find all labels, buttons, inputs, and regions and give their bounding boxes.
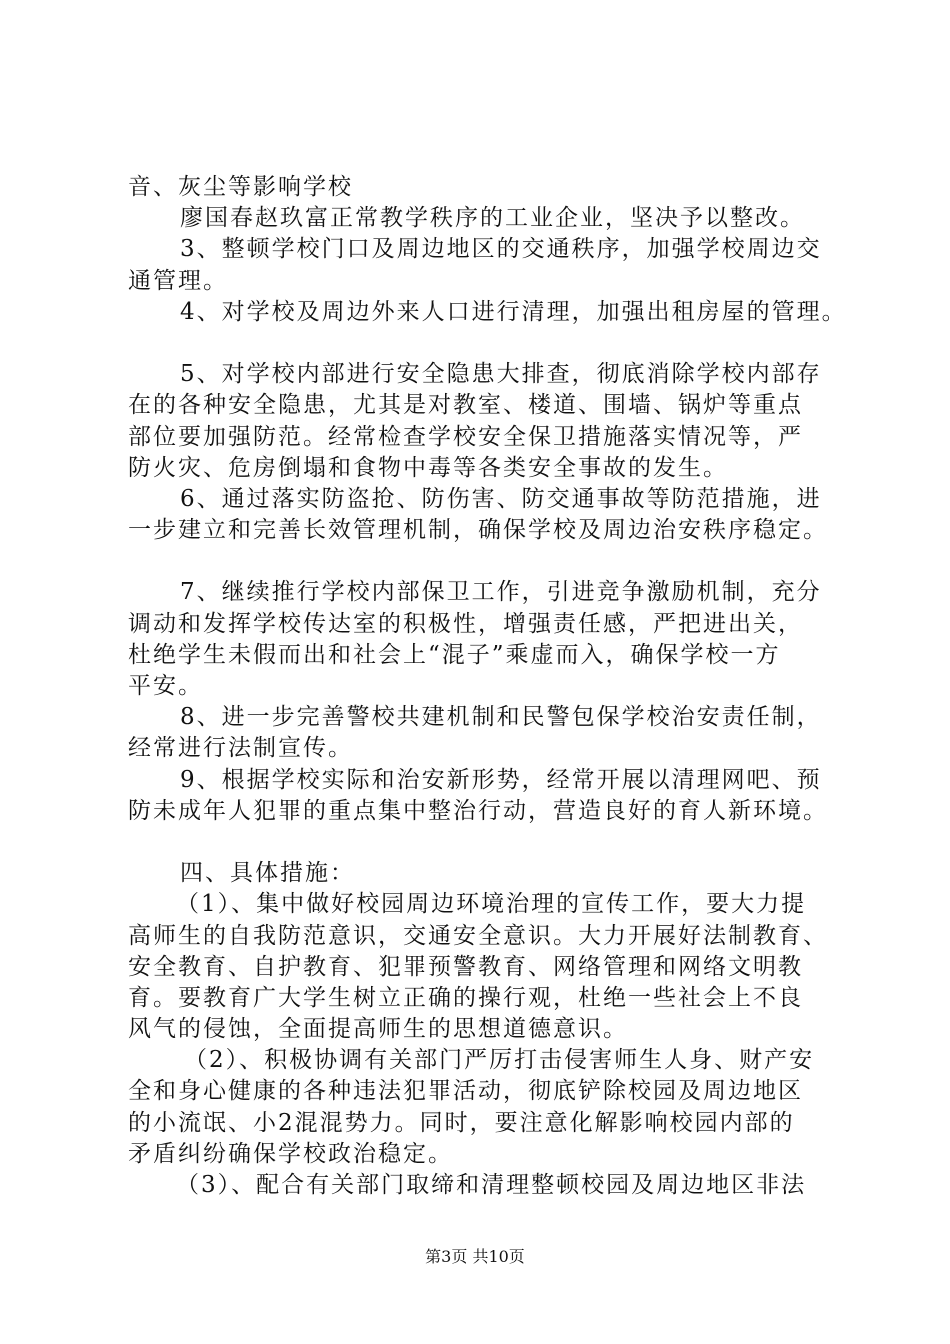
- text-line: 安全教育、自护教育、犯罪预警教育、网络管理和网络文明教: [128, 953, 803, 980]
- text-line: 5、对学校内部进行安全隐患大排查，彻底消除学校内部存: [180, 361, 822, 388]
- text-line: 廖国春赵玖富正常教学秩序的工业企业，坚决予以整改。: [180, 205, 805, 232]
- text-line: 风气的侵蚀，全面提高师生的思想道德意识。: [128, 1016, 628, 1043]
- text-line: 防火灾、危房倒塌和食物中毒等各类安全事故的发生。: [128, 454, 728, 481]
- text-line: 7、继续推行学校内部保卫工作，引进竞争激励机制，充分: [180, 579, 822, 606]
- text-line: 通管理。: [128, 267, 228, 294]
- text-line: 音、灰尘等影响学校: [128, 174, 353, 200]
- section-heading: 四、具体措施：: [180, 860, 355, 887]
- text-line: 平安。: [128, 673, 203, 699]
- text-line: 6、通过落实防盗抢、防伤害、防交通事故等防范措施，进: [180, 485, 822, 512]
- text-line: 调动和发挥学校传达室的积极性，增强责任感，严把进出关，: [128, 610, 803, 637]
- text-line: 3、整顿学校门口及周边地区的交通秩序，加强学校周边交: [180, 236, 822, 263]
- text-line: 部位要加强防范。经常检查学校安全保卫措施落实情况等，严: [128, 423, 803, 450]
- text-line: 全和身心健康的各种违法犯罪活动，彻底铲除校园及周边地区: [128, 1078, 803, 1105]
- text-line: 一步建立和完善长效管理机制，确保学校及周边治安秩序稳定。: [128, 517, 828, 544]
- page-number-footer: 第3页 共10页: [425, 1247, 525, 1266]
- text-line: 防未成年人犯罪的重点集中整治行动，营造良好的育人新环境。: [128, 797, 828, 824]
- document-body: [128, 172, 848, 1201]
- text-line: 杜绝学生未假而出和社会上“混子”乘虚而入，确保学校一方: [128, 641, 781, 668]
- paragraph-gap: [128, 546, 848, 577]
- text-line: 9、根据学校实际和治安新形势，经常开展以清理网吧、预: [180, 766, 822, 793]
- text-line: 育。要教育广大学生树立正确的操行观，杜绝一些社会上不良: [128, 984, 803, 1011]
- text-line: （1）、集中做好校园周边环境治理的宣传工作，要大力提: [176, 891, 807, 918]
- text-line: （2）、积极协调有关部门严厉打击侵害师生人身、财产安: [184, 1047, 815, 1074]
- text-line: 8、进一步完善警校共建机制和民警包保学校治安责任制，: [180, 704, 822, 731]
- paragraph-gap: [128, 827, 848, 858]
- text-line: 经常进行法制宣传。: [128, 735, 353, 762]
- text-line: 高师生的自我防范意识，交通安全意识。大力开展好法制教育、: [128, 922, 828, 949]
- text-line: 在的各种安全隐患，尤其是对教室、楼道、围墙、锅炉等重点: [128, 392, 803, 419]
- text-line: 的小流氓、小2混混势力。同时，要注意化解影响校园内部的: [128, 1109, 795, 1136]
- paragraph-gap: [128, 328, 848, 359]
- text-line: （3）、配合有关部门取缔和清理整顿校园及周边地区非法: [176, 1172, 807, 1198]
- text-line: 4、对学校及周边外来人口进行清理，加强出租房屋的管理。: [180, 298, 847, 325]
- text-line: 矛盾纠纷确保学校政治稳定。: [128, 1140, 453, 1167]
